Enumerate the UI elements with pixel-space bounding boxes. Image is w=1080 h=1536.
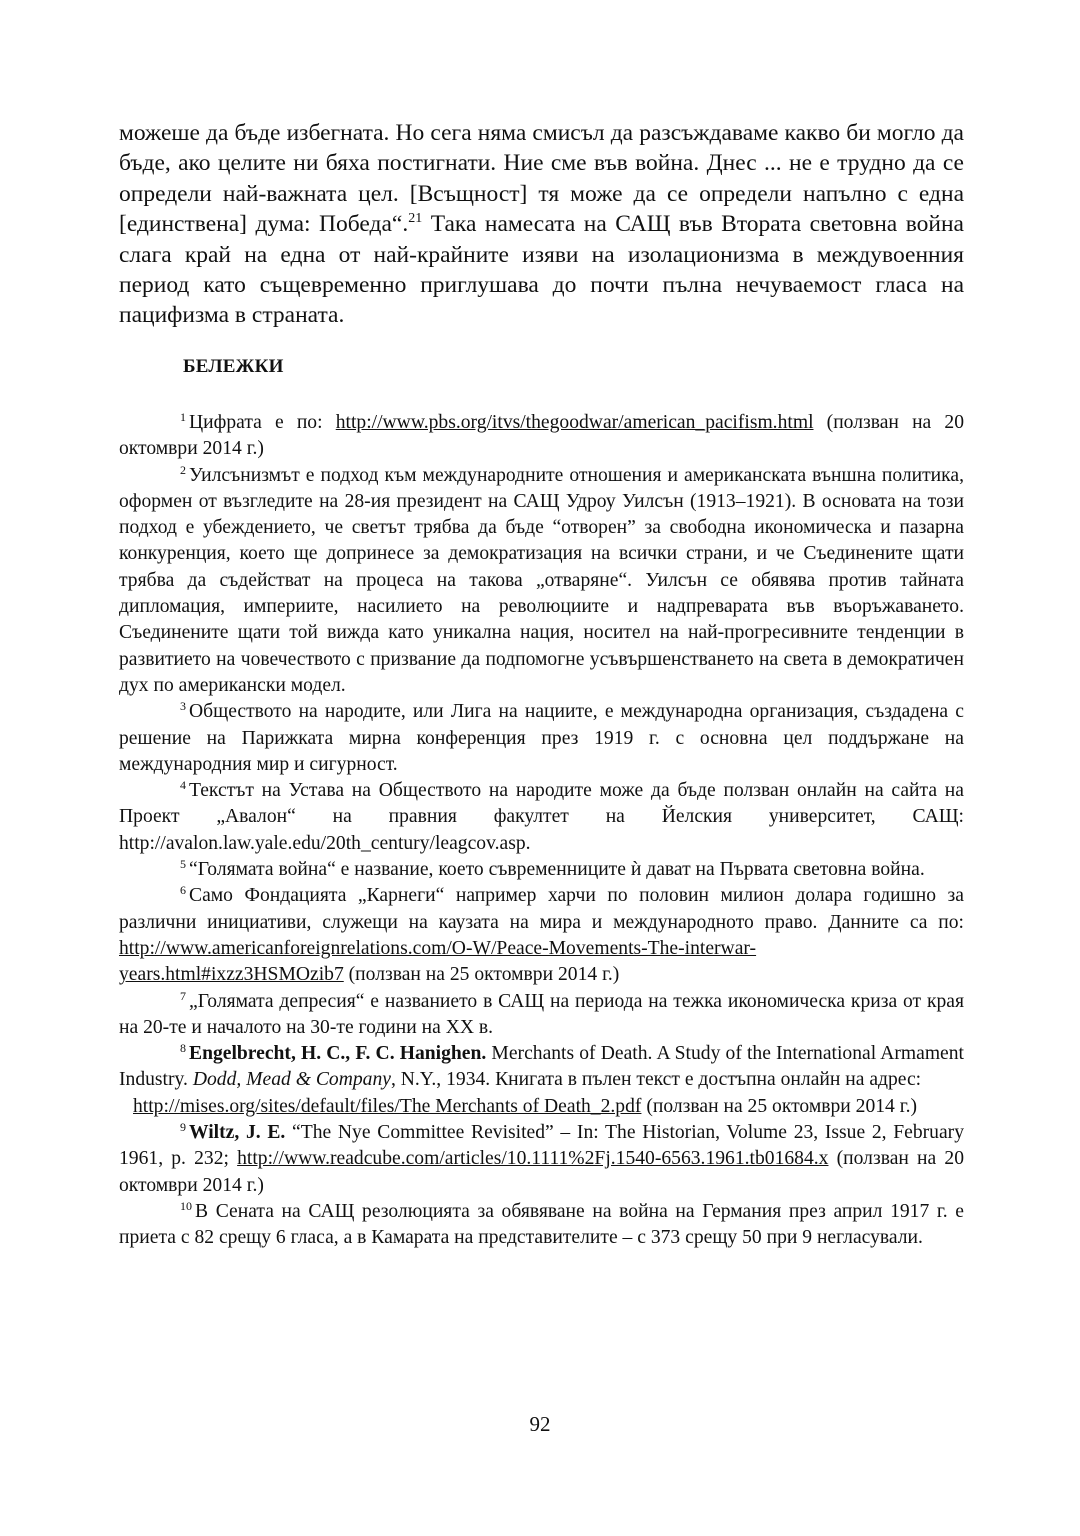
note-text: Уилсънизмът е подход към международните отношения и американската външна политика, оформен от възгледите на 28-ия президент на САЩ Удроу Уилсън (1913–1921). В основата на този подход е убеждението, че светът трябва да бъде “отворен” за свободна икономическа и пазарна конкуренция, което ще допринесе за демократизация на всички страни, и че Съединените щати трябва да съдействат на процеса на такова „отваряне“. Уилсън се обявява против тайната дипломация, империите, насилието на революциите и надпреварата във въоръжаването. Съединените щати той вижда като уникална нация, носител на най-прогресивните тенденции в развитието на човечеството с призвание да подпомогне усъвършенстването на света в демократичен дух по американски модел. [119,464,964,696]
note-text: (ползван на 20 октомври 2014 г.) [119,412,965,460]
note-publisher: Dodd, Mead & Company [192,1069,391,1091]
note-text: (ползван на 25 октомври 2014 г.) [641,1095,918,1117]
note-10 [119,1199,964,1252]
note-number: 5 [180,857,186,872]
note-6 [119,883,964,988]
note-text: (ползван на 25 октомври 2014 г.) [343,964,620,986]
notes-list [119,410,964,1252]
note-author: Engelbrecht, H. C., F. C. Hanighen. [189,1043,487,1065]
note-3 [119,699,964,778]
body-text-after-ref: Така намесата на САЩ във Втората световна война слага край на една от най-крайните изяви на изолационизма в междувоенния период като същевременно приглушава до почти пълна нечуваемост гласа на пацифизма в страната. [119,211,964,329]
note-text: Merchants of Death. A Study of the International Armament Industry. [119,1043,964,1091]
note-text: Обществото на народите, или Лига на нациите, е международна организация, създадена с решение на Парижката мирна конференция през 1919 г. с основна цел поддържане на международния мир и сигурност. [119,701,964,775]
note-number: 8 [180,1041,186,1056]
notes-heading: БЕЛЕЖКИ [183,356,284,377]
body-text-before-ref: можеше да бъде избегната. Но сега няма смисъл да разсъждаваме какво би могло да бъде, ако целите ни бяха постигнати. Ние сме във война. Днес ... не е трудно да се определи най-важната цел. [Всъщност] тя може да се определи напълно с една [единствена] дума: Победа“. [119,120,964,238]
note-text: (ползван на 20 октомври 2014 г.) [119,1148,964,1196]
note-link[interactable]: http://www.pbs.org/itvs/thegoodwar/american_pacifism.html [335,412,814,433]
note-4 [119,778,964,857]
note-text: “Голямата война“ е название, което съвременниците ѝ дават на Първата световна война. [189,859,925,881]
note-text: В Сената на САЩ резолюцията за обявяване на война на Германия през април 1917 г. е приета с 82 срещу 6 гласа, а в Камарата на представителите – с 373 срещу 50 при 9 негласували. [119,1200,964,1249]
note-number: 10 [180,1198,192,1213]
note-text: Само Фондацията „Карнеги“ например харчи по половин милион долара годишно за различни инициативи, служещи на каузата на мира и международното право. Данните са по: [119,885,964,933]
note-number: 2 [180,462,186,477]
note-number: 7 [180,988,186,1003]
note-text: , N.Y., 1934. Книгата в пълен текст е достъпна онлайн на адрес: [390,1069,922,1091]
note-link[interactable]: http://www.readcube.com/articles/10.1111%2Fj.1540-6563.1961.tb01684.x [237,1148,829,1170]
note-text: Текстът на Устава на Обществото на народите може да бъде ползван онлайн на сайта на Проект „Авалон“ на правния факултет на Йелския университет, САЩ: http://avalon.law.yale.edu/20th_century/leagcov.asp. [119,780,964,854]
note-text: Цифрата е по: [189,412,336,433]
note-link[interactable]: http://mises.org/sites/default/files/The Merchants of Death_2.pdf [133,1095,642,1117]
note-9 [119,1120,964,1199]
note-5 [119,857,964,883]
note-1 [119,410,964,463]
note-text: „Голямата депресия“ е названието в САЩ на периода на тежка икономическа криза от края на 20-те и началото на 30-те години на XX в. [119,990,964,1038]
note-number: 3 [180,699,186,714]
note-number: 1 [180,410,186,424]
note-7 [119,989,964,1042]
note-text: “The Nye Committee Revisited” – In: The Historian, Volume 23, Issue 2, February 1961, p. 232; [119,1122,964,1170]
page-number: 92 [529,1412,551,1436]
note-author: Wiltz, J. E. [189,1122,286,1144]
note-8 [119,1041,964,1120]
note-link[interactable]: http://www.americanforeignrelations.com/O-W/Peace-Movements-The-interwar-years.html#ixzz3HSMOzib7 [119,937,757,986]
note-number: 9 [180,1120,186,1135]
footnote-ref: 21 [408,211,423,227]
note-2 [119,463,964,700]
body-paragraph [119,118,964,331]
note-number: 6 [180,883,186,898]
note-number: 4 [180,778,186,793]
